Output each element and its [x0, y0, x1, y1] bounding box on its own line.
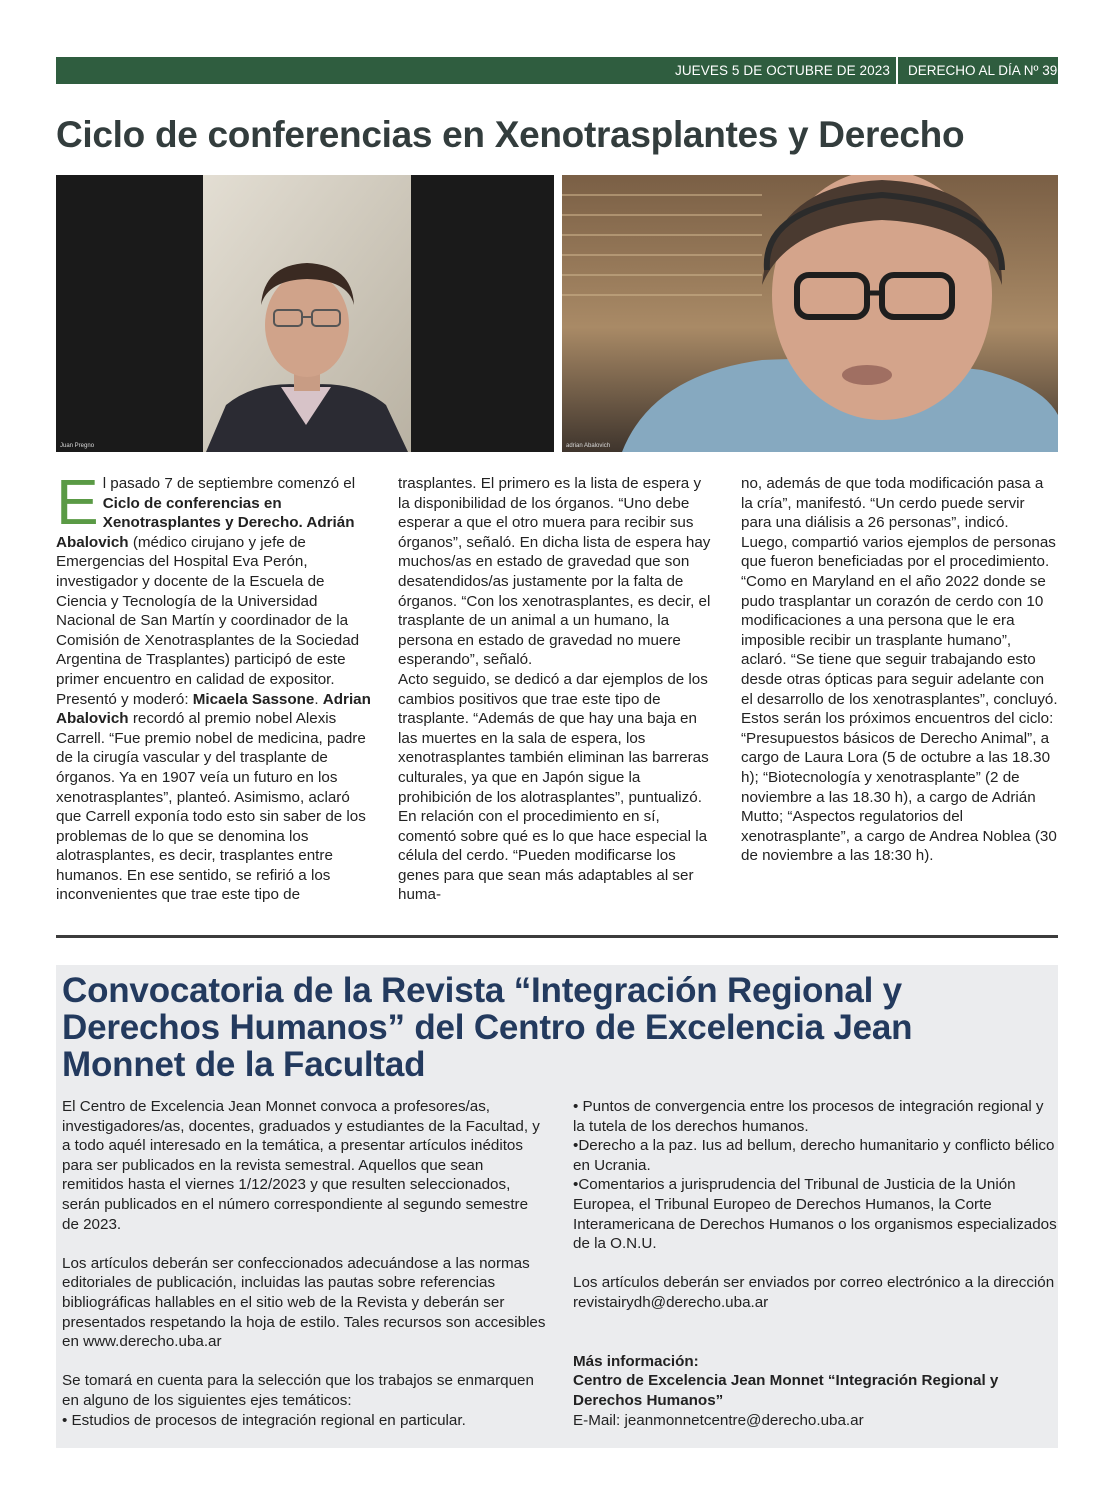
photo-caption: adrian Abalovich [566, 443, 611, 449]
announcement-paragraph: Se tomará en cuenta para la selección que los trabajos se enmarquen en alguno de los siguientes ejes temáticos: [62, 1372, 534, 1409]
bold-text: Micaela Sassone [192, 690, 315, 708]
more-info-organization [573, 1371, 1058, 1410]
article-title: Ciclo de conferencias en Xenotrasplantes y Derecho [56, 114, 965, 155]
header-issue: DERECHO AL DÍA Nº 396 [908, 63, 1065, 78]
article-paragraph: no, además de que toda modificación pasa a la cría”, manifestó. “Un cerdo puede servir para una diálisis a 26 personas”, indicó. Luego, compartió varios ejemplos de personas que fueron beneficiadas por el procedimiento. “Como en Maryland en el año 2022 donde se pudo trasplantar un corazón de cerdo con 10 modificaciones a una persona que le era imposible recibir un trasplante humano”, aclaró. “Se tiene que seguir trabajando esto desde otras ópticas para seguir adelante con el desarrollo de los xenotrasplantes”, concluyó. [741, 475, 1058, 708]
announcement-paragraph: Los artículos deberán ser enviados por correo electrónico a la dirección revistairydh@derecho.uba.ar [573, 1274, 1055, 1311]
bold-text: Más información: [573, 1352, 699, 1370]
article-column-2 [398, 474, 713, 905]
bold-text: Ciclo de conferencias en Xenotrasplantes y Derecho. Adrián Abalovich [56, 494, 355, 551]
bold-text: Centro de Excelencia Jean Monnet “Integración Regional y Derechos Humanos” [573, 1372, 999, 1409]
bullet-item: •Derecho a la paz. Ius ad bellum, derecho humanitario y conflicto bélico en Ucrania. [573, 1137, 1055, 1174]
drop-cap: E [56, 466, 99, 538]
article-paragraph: Estos serán los próximos encuentros del ciclo: “Presupuestos básicos de Derecho Animal”, a cargo de Laura Lora (5 de octubre a las 18.30 h); “Biotecnología y xenotrasplante” (2 de noviembre a las 18.30 h), a cargo de Adrián Mutto; “Aspectos regulatorios del xenotrasplante”, a cargo de Andrea Noblea (30 de noviembre a las 18:30 h). [741, 710, 1057, 865]
contact-email: E-Mail: jeanmonnetcentre@derecho.uba.ar [573, 1411, 864, 1429]
text-run: (médico cirujano y jefe de Emergencias del Hospital Eva Perón, investigador y docente de la Escuela de Ciencia y Tecnología de la Universidad Nacional de San Martín y coordinador de la Comisión de Xenotrasplantes de la Sociedad Argentina de Trasplantes) participó de este primer encuentro en calidad de expositor. Presentó y moderó: [56, 533, 360, 708]
bullet-item: • Estudios de procesos de integración regional en particular. [62, 1411, 466, 1429]
article-paragraph [56, 466, 371, 905]
header-date: JUEVES 5 DE OCTUBRE DE 2023 [674, 63, 890, 78]
article-column-1 [56, 466, 371, 905]
section-divider [56, 935, 1058, 938]
article-paragraph: Acto seguido, se dedicó a dar ejemplos de los cambios positivos que trae este tipo de trasplante. “Además de que hay una baja en las muertes en la sala de espera, los xenotrasplantes también eliminan las barreras culturales, ya que en Japón sigue la prohibición de los alotrasplantes”, puntualizó. En relación con el procedimiento en sí, comentó sobre qué es lo que hace especial la célula del cerdo. “Pueden modificarse los genes para que sean más adaptables al ser huma- [398, 670, 709, 904]
text-run: l pasado 7 de septiembre comenzó el [102, 475, 356, 492]
announcement-column-2 [573, 1097, 1058, 1430]
photo-caption: Juan Pregno [60, 443, 95, 449]
video-call-right-image [562, 175, 1058, 452]
announcement-paragraph: El Centro de Excelencia Jean Monnet convoca a profesores/as, investigadores/as, docentes, graduados y estudiantes de la Facultad, y a todo aquél interesado en la temática, a presentar artículos inéditos para ser publicados en la revista semestral. Aquellos que sean remitidos hasta el viernes 1/12/2023 y que resulten seleccionados, serán publicados en el número correspondiente al segundo semestre de 2023. [62, 1098, 540, 1233]
photo-speaker-left [56, 175, 554, 452]
page-number: 17 [1093, 63, 1109, 78]
header-divider-2 [1082, 57, 1084, 84]
header-divider [896, 57, 898, 84]
more-info-label [573, 1352, 1058, 1372]
article-paragraph: trasplantes. El primero es la lista de espera y la disponibilidad de los órganos. “Uno debe esperar a que el otro muera para recibir sus órganos”, señaló. En dicha lista de espera hay muchos/as en estado de gravedad que son desatendidos/as justamente por la falta de órganos. “Con los xenotrasplantes, es decir, el trasplante de un animal a un humano, la persona en estado de gravedad no muere esperando”, señaló. [398, 475, 711, 669]
announcement-paragraph: Los artículos deberán ser confeccionados adecuándose a las normas editoriales de publicación, incluidas las pautas sobre referencias bibliográficas hallables en el sitio web de la Revista y deberán ser presentados respetando la hoja de estilo. Tales recursos son accesibles en www.derecho.uba.ar [62, 1254, 546, 1351]
bullet-item: •Comentarios a jurisprudencia del Tribunal de Justicia de la Unión Europea, el Tribunal Europeo de Derechos Humanos, la Corte Interamericana de Derechos Humanos o los organismos especializados de la O.N.U. [573, 1176, 1057, 1253]
article-column-3 [741, 474, 1058, 866]
video-call-left-image [56, 175, 554, 452]
text-run: . [314, 690, 323, 708]
bold-text: Adrian Abalovich [56, 690, 371, 728]
text-run: recordó al premio nobel Alexis Carrell. “Fue premio nobel de medicina, padre de la cirugía vascular y del trasplante de órganos. Ya en 1907 veía un futuro en los xenotrasplantes”, planteó. Asimismo, aclaró que Carrell exponía todo esto sin saber de los problemas de lo que se denomina los alotrasplantes, es decir, trasplantes entre humanos. En ese sentido, se refirió a los inconvenientes que trae este tipo de [56, 710, 366, 904]
announcement-title: Convocatoria de la Revista “Integración Regional y Derechos Humanos” del Centro de Excelencia Jean Monnet de la Facultad [62, 971, 913, 1084]
header-bar [56, 57, 1109, 84]
bullet-item: • Puntos de convergencia entre los procesos de integración regional y la tutela de los derechos humanos. [573, 1098, 1044, 1135]
announcement-column-1 [62, 1097, 547, 1430]
photo-speaker-right [562, 175, 1058, 452]
